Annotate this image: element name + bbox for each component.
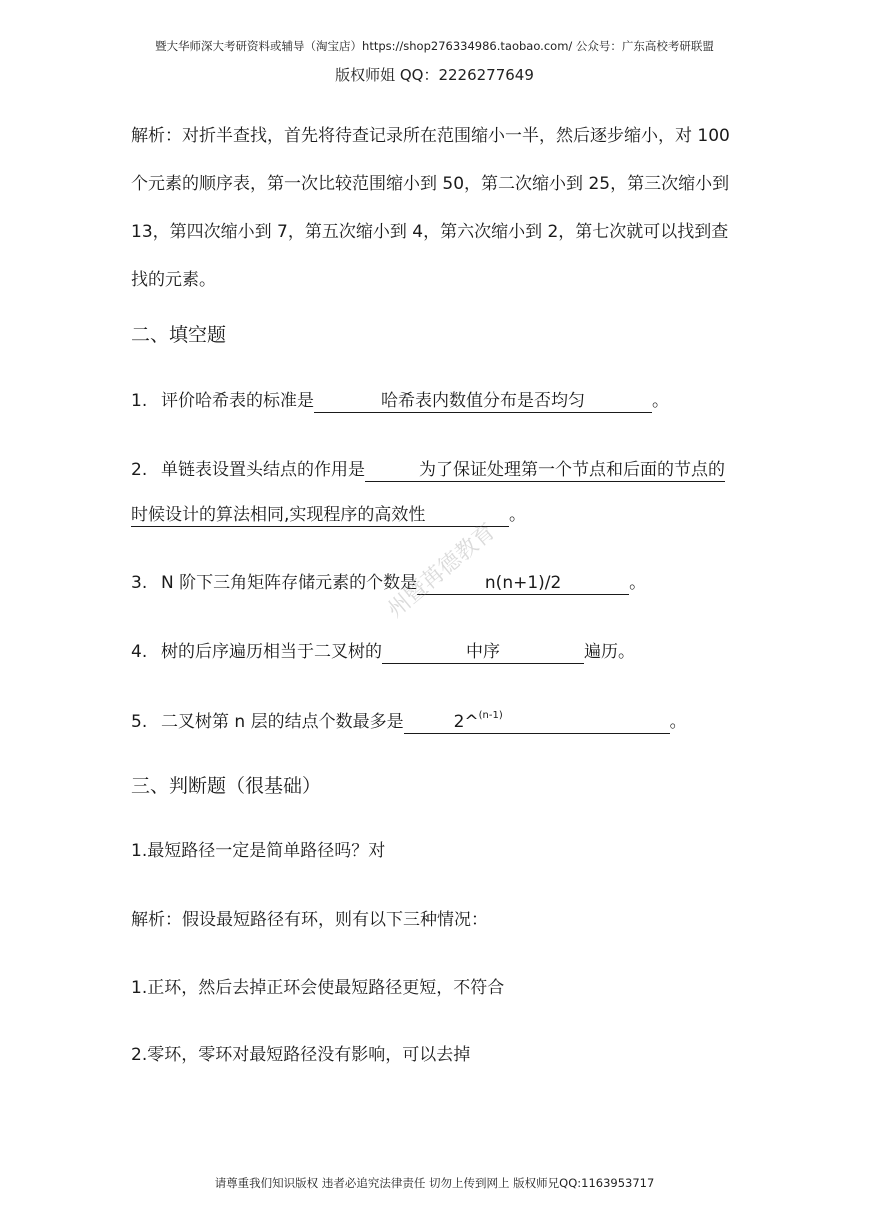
judgement-analysis: 解析：假设最短路径有环，则有以下三种情况： [131,910,488,930]
question-text: 二叉树第 n 层的结点个数最多是 [161,712,404,732]
question-end: 。 [669,712,687,732]
answer-blank [131,504,509,527]
answer-text: 哈希表内数值分布是否均匀 [381,391,585,411]
question-text: 树的后序遍历相当于二叉树的 [161,642,382,662]
question-number: 3. [131,573,148,593]
footer-copyright: 请尊重我们知识版权 违者必追究法律责任 切勿上传到网上 版权师兄QQ:1163953717 [214,1176,655,1190]
header-source-line: 暨大华师深大考研资料或辅导（淘宝店）https://shop276334986.taobao.com/ 公众号：广东高校考研联盟 [155,39,714,53]
analysis-line: 13，第四次缩小到 7，第五次缩小到 4，第六次缩小到 2，第七次就可以找到查 [131,222,729,242]
section-judgement-title: 三、判断题（很基础） [131,775,322,797]
answer-blank [314,390,652,413]
question-number: 2. [131,460,148,480]
watermark-text: 州暨苒德教育 [383,518,501,623]
analysis-line: 找的元素。 [131,270,216,290]
question-text: N 阶下三角矩阵存储元素的个数是 [161,573,418,593]
question-end: 遍历。 [584,642,635,662]
answer-blank [365,459,725,482]
answer-text: n(n+1)/2 [484,573,562,593]
judgement-question-1: 1.最短路径一定是简单路径吗？对 [131,841,386,861]
answer-text: 为了保证处理第一个节点和后面的节点的 [419,460,725,480]
question-text: 单链表设置头结点的作用是 [161,460,365,480]
fill-question-2 [131,455,725,482]
fill-question-4 [131,637,635,664]
question-number: 5. [131,712,148,732]
analysis-line: 个元素的顺序表，第一次比较范围缩小到 50，第二次缩小到 25，第三次缩小到 [131,174,730,194]
section-fill-blank-title: 二、填空题 [131,324,227,346]
analysis-line: 解析：对折半查找，首先将待查记录所在范围缩小一半，然后逐步缩小，对 100 [131,126,730,146]
judgement-case-1: 1.正环，然后去掉正环会使最短路径更短，不符合 [131,978,505,998]
answer-blank [382,641,584,664]
question-text: 评价哈希表的标准是 [161,391,314,411]
fill-question-1 [131,386,669,413]
header-qq-line: 版权师姐 QQ：2226277649 [335,66,534,84]
question-number: 1. [131,391,148,411]
answer-text: 2^ [453,712,479,732]
answer-superscript: (n-1) [478,710,503,721]
judgement-case-2: 2.零环，零环对最短路径没有影响，可以去掉 [131,1045,471,1065]
question-end: 。 [652,391,669,411]
answer-blank [404,705,670,734]
fill-question-5 [131,705,687,734]
answer-text: 时候设计的算法相同,实现程序的高效性 [131,505,426,525]
answer-text: 中序 [466,642,500,662]
fill-question-2-cont [131,500,526,527]
question-end: 。 [509,505,526,525]
analysis-paragraph [131,112,741,304]
fill-question-3 [131,568,646,595]
question-number: 4. [131,642,148,662]
question-end: 。 [629,573,647,593]
